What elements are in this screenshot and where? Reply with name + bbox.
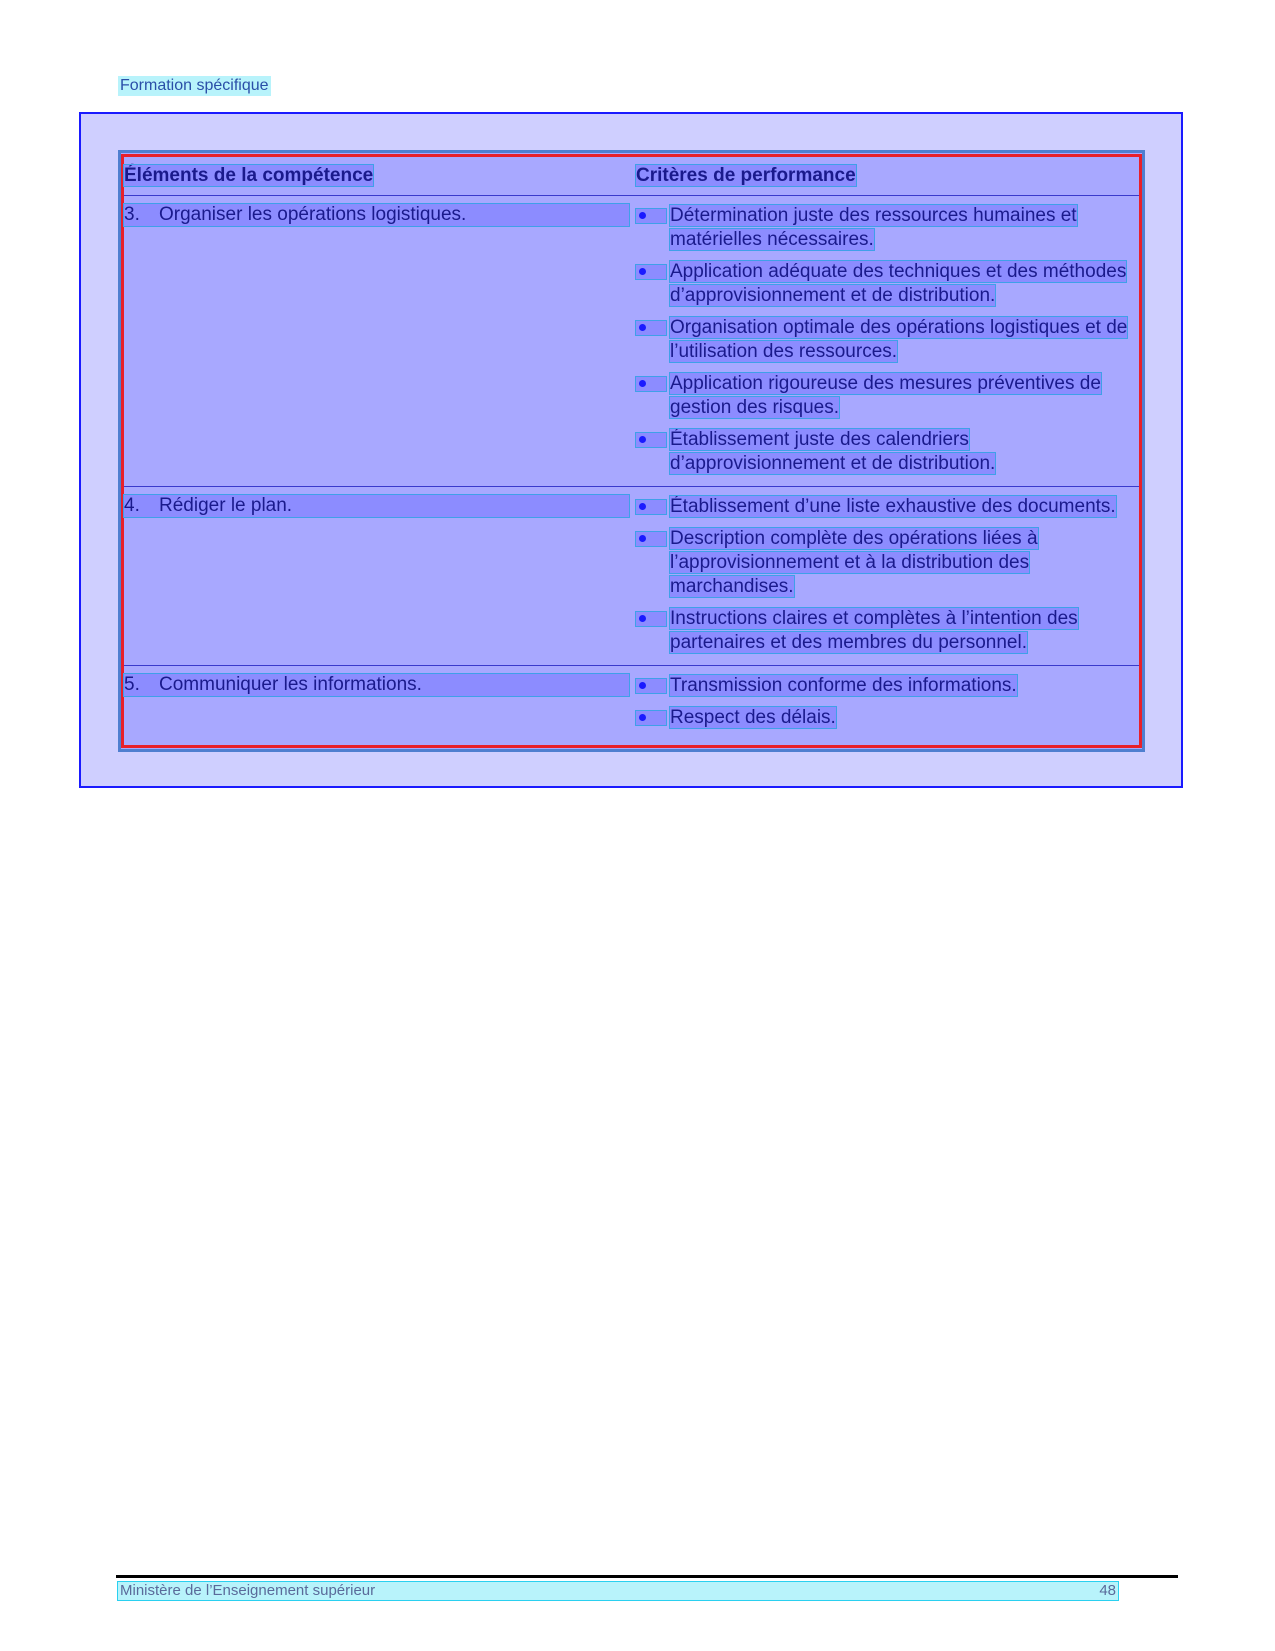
criteria-item: Transmission conforme des informations.	[636, 674, 1139, 698]
criteria-item: Organisation optimale des opérations logistiques et de l’utilisation des ressources.	[636, 316, 1139, 364]
criteria-item: Application adéquate des techniques et des méthodes d’approvisionnement et de distribution.	[636, 260, 1139, 308]
element-number: 4.	[124, 494, 140, 516]
bullet-icon	[636, 204, 670, 228]
criteria-cell	[636, 486, 1139, 665]
bullet-icon	[636, 316, 670, 340]
element-text	[124, 495, 629, 517]
element-label: Organiser les opérations logistiques.	[159, 203, 467, 225]
section-title: Formation spécifique	[120, 77, 269, 94]
criteria-item: Application rigoureuse des mesures préventives de gestion des risques.	[636, 372, 1139, 420]
element-label: Rédiger le plan.	[159, 494, 293, 516]
bullet-icon	[636, 607, 670, 631]
table-row	[124, 486, 1139, 665]
element-cell	[124, 486, 636, 665]
bullet-icon	[636, 260, 670, 284]
table-row	[124, 195, 1139, 486]
element-number: 5.	[124, 673, 140, 695]
criteria-list	[636, 204, 1139, 476]
element-cell	[124, 665, 636, 740]
bullet-icon	[636, 495, 670, 519]
criteria-list	[636, 674, 1139, 730]
criteria-item: Description complète des opérations liées à l’approvisionnement et à la distribution des marchandises.	[636, 527, 1139, 599]
column-header-elements: Éléments de la compétence	[124, 157, 636, 195]
bullet-icon	[636, 428, 670, 452]
element-number: 3.	[124, 203, 140, 225]
criteria-cell	[636, 195, 1139, 486]
criteria-item: Détermination juste des ressources humaines et matérielles nécessaires.	[636, 204, 1139, 252]
element-cell	[124, 195, 636, 486]
bullet-icon	[636, 706, 670, 730]
element-text	[124, 204, 629, 226]
criteria-item: Établissement juste des calendriers d’approvisionnement et de distribution.	[636, 428, 1139, 476]
criteria-list	[636, 495, 1139, 655]
table-row	[124, 665, 1139, 740]
element-label: Communiquer les informations.	[159, 673, 422, 695]
criteria-item: Respect des délais.	[636, 706, 1139, 730]
page-number: 48	[1099, 1582, 1116, 1599]
bullet-icon	[636, 674, 670, 698]
criteria-item: Instructions claires et complètes à l’intention des partenaires et des membres du personnel.	[636, 607, 1139, 655]
bullet-icon	[636, 527, 670, 551]
page-footer	[118, 1582, 1118, 1600]
footer-ministry: Ministère de l’Enseignement supérieur	[120, 1582, 376, 1599]
bullet-icon	[636, 372, 670, 396]
footer-divider	[116, 1575, 1178, 1578]
element-text	[124, 674, 629, 696]
column-header-criteria: Critères de performance	[636, 157, 1139, 195]
criteria-cell	[636, 665, 1139, 740]
competence-table	[124, 157, 1139, 740]
criteria-item: Établissement d’une liste exhaustive des documents.	[636, 495, 1139, 519]
table-header-row	[124, 157, 1139, 195]
